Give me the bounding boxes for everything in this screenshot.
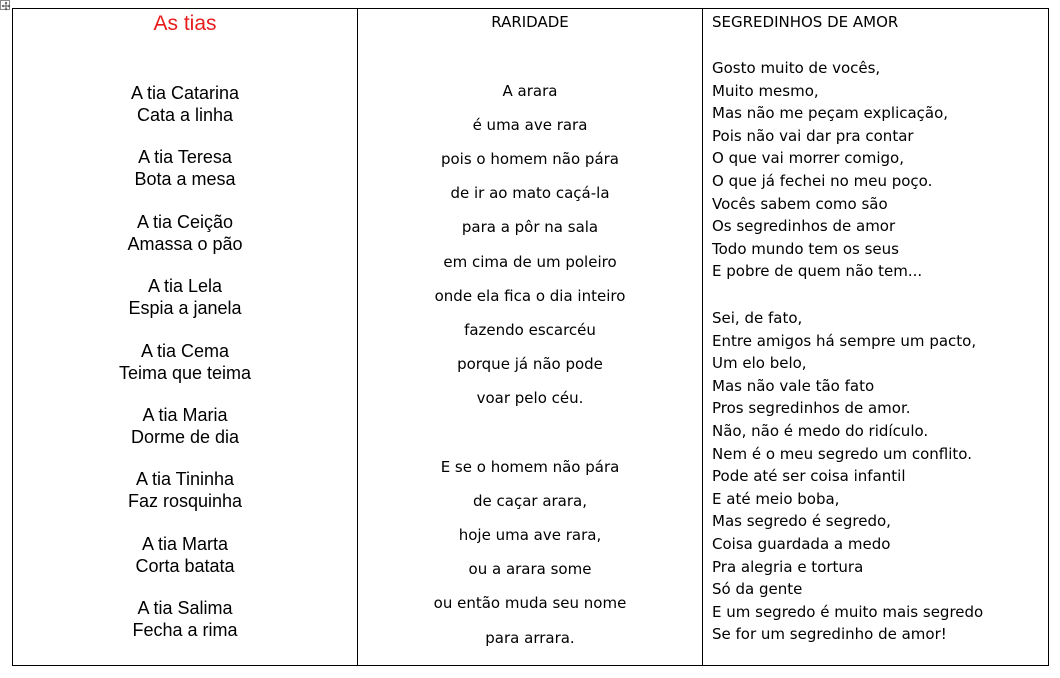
stanza bbox=[13, 146, 357, 190]
poem-line: fazendo escarcéu bbox=[464, 321, 596, 339]
poem-table bbox=[12, 8, 1049, 666]
stanza-line: Faz rosquinha bbox=[127, 491, 243, 511]
poem-line: Pra alegria e tortura bbox=[712, 557, 864, 576]
poem-line: de caçar arara, bbox=[472, 492, 587, 510]
poem-line: E se o homem não pára bbox=[440, 458, 620, 476]
poem-line: em cima de um poleiro bbox=[443, 253, 617, 271]
poem-line: A arara bbox=[502, 82, 558, 100]
poem-line: Nem é o meu segredo um conflito. bbox=[712, 444, 972, 463]
stanza-line: Bota a mesa bbox=[134, 169, 236, 189]
poem-line: Mas não vale tão fato bbox=[712, 376, 875, 395]
poem-line: ou a arara some bbox=[468, 560, 592, 578]
poem-line: de ir ao mato caçá-la bbox=[450, 184, 610, 202]
poem-line: Sei, de fato, bbox=[712, 309, 803, 327]
stanza bbox=[712, 57, 948, 283]
poem-title: RARIDADE bbox=[491, 13, 569, 31]
poem-line: ou então muda seu nome bbox=[433, 594, 627, 612]
poem-line: Pros segredinhos de amor. bbox=[712, 399, 911, 418]
stanza-line: Dorme de dia bbox=[130, 427, 240, 447]
poem-line: é uma ave rara bbox=[472, 116, 588, 134]
poem-line: para arrara. bbox=[485, 629, 575, 647]
stanza bbox=[13, 468, 357, 512]
poem-line: E até meio boba, bbox=[712, 489, 840, 508]
poem-line: hoje uma ave rara, bbox=[458, 526, 602, 544]
poem-line: Coisa guardada a medo bbox=[712, 534, 891, 553]
poem-line: pois o homem não pára bbox=[440, 150, 619, 168]
column-segredinhos bbox=[703, 9, 1048, 665]
poem-line: Muito mesmo, bbox=[712, 81, 819, 100]
poem-line: Mas não me peçam explicação, bbox=[712, 104, 949, 123]
stanza-line: A tia Ceição bbox=[136, 212, 234, 232]
stanza bbox=[13, 533, 357, 577]
poem-line: porque já não pode bbox=[457, 355, 603, 373]
stanza bbox=[712, 307, 983, 646]
stanza-line: Espia a janela bbox=[128, 298, 242, 318]
stanza-line: A tia Tininha bbox=[135, 469, 235, 489]
poem-title: SEGREDINHOS DE AMOR bbox=[712, 13, 899, 31]
stanza-line: A tia Teresa bbox=[138, 147, 232, 167]
poem-line: Só da gente bbox=[712, 580, 803, 599]
stanza-line: A tia Marta bbox=[141, 534, 229, 554]
stanza bbox=[13, 404, 357, 448]
stanza bbox=[13, 82, 357, 126]
stanza-line: Teima que teima bbox=[118, 363, 252, 383]
poem-line: E pobre de quem não tem... bbox=[712, 262, 923, 281]
poem-line: E um segredo é muito mais segredo bbox=[712, 602, 984, 621]
stanza-line: Cata a linha bbox=[136, 105, 234, 125]
stanza bbox=[13, 597, 357, 641]
poem-line: para a pôr na sala bbox=[461, 218, 599, 236]
stanza-line: Amassa o pão bbox=[127, 234, 243, 254]
table-move-handle-icon[interactable] bbox=[0, 0, 10, 10]
stanza-line: Fecha a rima bbox=[132, 620, 238, 640]
stanza bbox=[13, 340, 357, 384]
poem-line: Mas segredo é segredo, bbox=[712, 512, 891, 531]
poem-line: Se for um segredinho de amor! bbox=[712, 625, 947, 644]
poem-line: Vocês sabem como são bbox=[712, 194, 888, 213]
poem-line: onde ela fica o dia inteiro bbox=[434, 287, 626, 305]
poem-line: O que vai morrer comigo, bbox=[712, 149, 904, 168]
column-as-tias bbox=[13, 9, 357, 665]
poem-title: As tias bbox=[153, 12, 217, 35]
stanza-line: A tia Maria bbox=[142, 405, 228, 425]
poem-line: O que já fechei no meu poço. bbox=[712, 171, 933, 190]
poem-line: Todo mundo tem os seus bbox=[712, 239, 899, 258]
poem-line: Os segredinhos de amor bbox=[712, 217, 896, 236]
stanza-line: A tia Salima bbox=[137, 598, 233, 618]
stanza bbox=[13, 211, 357, 255]
stanza-line: A tia Catarina bbox=[130, 83, 240, 103]
poem-line: Entre amigos há sempre um pacto, bbox=[712, 331, 977, 350]
poem-line: Gosto muito de vocês, bbox=[712, 59, 881, 77]
column-raridade bbox=[358, 9, 702, 665]
stanza-line: A tia Cema bbox=[140, 341, 230, 361]
stanza-line: A tia Lela bbox=[147, 276, 223, 296]
stanza bbox=[13, 275, 357, 319]
poem-line: Pode até ser coisa infantil bbox=[712, 467, 906, 486]
poem-line: voar pelo céu. bbox=[476, 389, 584, 407]
poem-line: Não, não é medo do ridículo. bbox=[712, 421, 929, 440]
poem-line: Pois não vai dar pra contar bbox=[712, 126, 914, 145]
stanza-line: Corta batata bbox=[135, 556, 235, 576]
poem-line: Um elo belo, bbox=[712, 354, 807, 373]
